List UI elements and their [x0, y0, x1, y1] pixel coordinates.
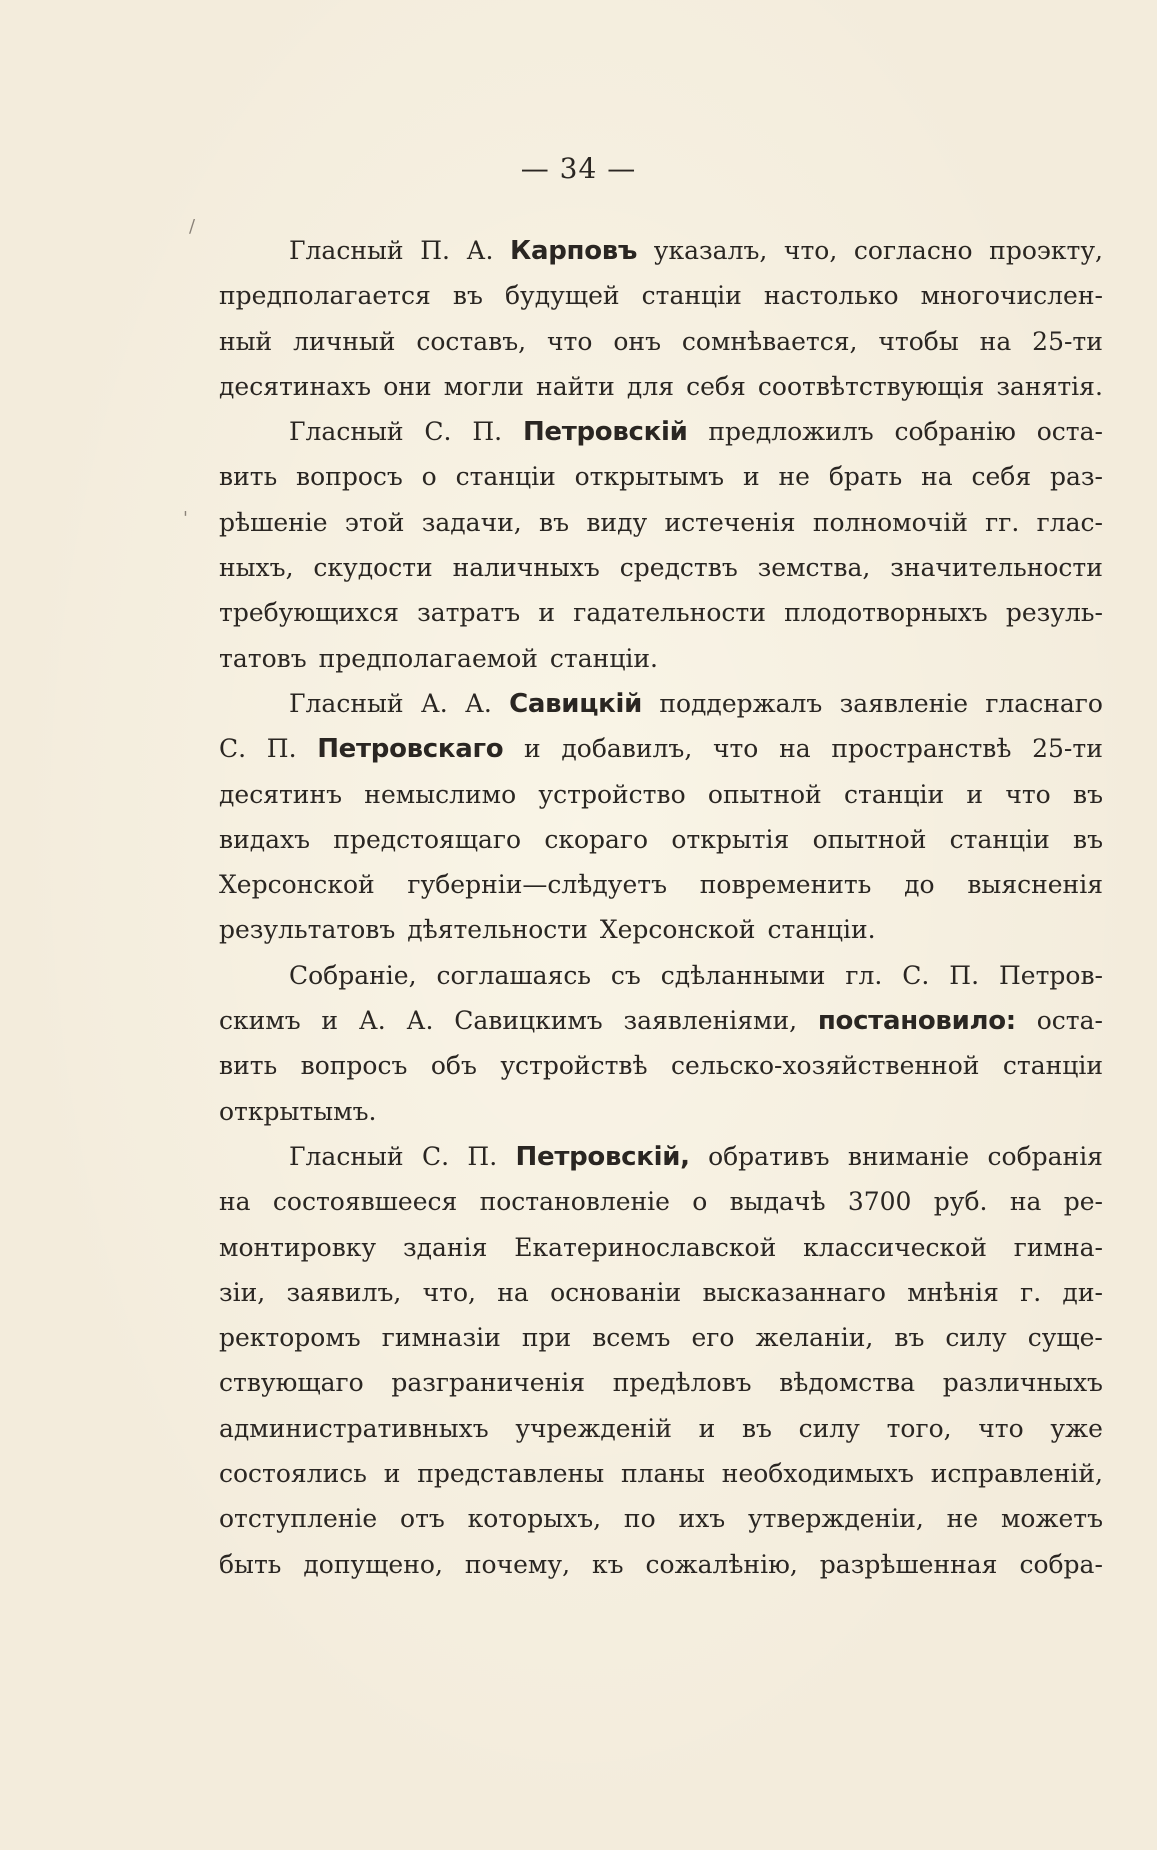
word: немыслимо: [364, 779, 517, 809]
word: настолько: [763, 281, 899, 311]
word: Савицкимъ: [454, 1006, 603, 1036]
word: отъ: [400, 1504, 445, 1534]
word: А.: [420, 688, 448, 718]
word: пространствѣ: [831, 734, 1012, 764]
word: этой: [344, 507, 405, 537]
word: представлены: [417, 1459, 605, 1489]
word: результатовъ: [219, 915, 396, 945]
word: повременить: [699, 870, 872, 900]
body-text: [219, 228, 1103, 1587]
word: согласно: [853, 236, 973, 265]
word: сдѣланными: [660, 960, 826, 990]
word: добавилъ,: [561, 734, 693, 764]
word: себя: [686, 371, 746, 401]
word: многочислен-: [920, 281, 1103, 311]
word: быть: [219, 1549, 282, 1579]
word: состоявшееся: [272, 1187, 458, 1217]
speaker-name: Петровскій: [522, 417, 688, 448]
word: губерніи—слѣдуетъ: [407, 870, 667, 900]
margin-mark: ': [183, 508, 188, 529]
word: сельско-хозяйственной: [671, 1051, 980, 1081]
word: выдачѣ: [729, 1187, 826, 1217]
word: 25-ти: [1032, 326, 1103, 356]
text-line: [219, 726, 1103, 771]
word: постановленіе: [479, 1187, 670, 1217]
word: затратъ: [417, 598, 521, 628]
word: А.: [358, 1006, 386, 1036]
word: полномочій: [812, 507, 968, 537]
word: скудости: [313, 553, 433, 583]
word: зіи,: [219, 1277, 266, 1307]
word: станціи: [641, 281, 742, 311]
word: С.: [902, 960, 930, 990]
text-line: [219, 1089, 1103, 1134]
word: вопросъ: [296, 462, 403, 492]
word: вниманіе: [847, 1141, 970, 1171]
word: станціи: [1002, 1051, 1103, 1081]
word: средствъ: [619, 553, 738, 583]
word: Собраніе,: [289, 960, 417, 990]
word: Херсонской: [219, 870, 375, 900]
word: заявленіями,: [623, 1006, 798, 1036]
word: необходимыхъ: [721, 1459, 914, 1489]
word: уже: [1050, 1413, 1103, 1443]
word: разрѣшенная: [819, 1549, 998, 1579]
word: виду: [586, 507, 648, 537]
word: къ: [592, 1549, 624, 1579]
word: по: [623, 1504, 656, 1534]
word: П.: [472, 417, 503, 447]
word: собра-: [1019, 1549, 1103, 1579]
word: открытымъ: [574, 462, 725, 492]
speaker-name: Петровскаго: [317, 734, 504, 765]
word: они: [383, 371, 432, 401]
word: того,: [886, 1413, 952, 1443]
word: оста-: [1036, 417, 1103, 447]
speaker-name: постановило:: [817, 1006, 1016, 1037]
word: требующихся: [219, 598, 399, 628]
text-line: [219, 228, 1103, 273]
word: гимна-: [1013, 1232, 1103, 1262]
word: почему,: [464, 1549, 571, 1579]
word: опытной: [707, 779, 822, 809]
word: открытымъ.: [219, 1096, 377, 1126]
word: и: [698, 1413, 716, 1443]
word: Екатеринославской: [514, 1232, 777, 1262]
word: раз-: [1050, 462, 1103, 492]
word: найти: [536, 371, 615, 401]
word: 25-ти: [1032, 734, 1103, 764]
word: С.: [421, 1141, 450, 1171]
word: ихъ: [678, 1504, 726, 1534]
word: ди-: [1062, 1277, 1103, 1307]
word: вить: [219, 462, 278, 492]
word: открытія: [671, 824, 790, 854]
word: онъ: [613, 326, 661, 356]
word: гг.: [985, 507, 1020, 537]
word: въ: [539, 507, 570, 537]
text-line: [219, 273, 1103, 318]
word: и: [321, 1006, 339, 1036]
word: что,: [783, 236, 838, 265]
text-line: [219, 1179, 1103, 1224]
text-line: [219, 364, 1103, 409]
word: С.: [424, 417, 452, 447]
text-line: [219, 1134, 1103, 1179]
word: значительности: [890, 553, 1103, 583]
text-line: [219, 817, 1103, 862]
word: чтобы: [878, 326, 959, 356]
word: собранія: [987, 1141, 1103, 1171]
word: всемъ: [592, 1323, 671, 1353]
word: наличныхъ: [452, 553, 600, 583]
word: станціи: [843, 779, 945, 809]
word: собранію: [894, 417, 1016, 447]
word: будущей: [504, 281, 620, 311]
text-line: [219, 681, 1103, 726]
word: А.: [464, 688, 492, 718]
word: на: [921, 462, 953, 492]
text-line: [219, 998, 1103, 1043]
word: заявилъ,: [286, 1277, 402, 1307]
word: станціи.: [767, 915, 876, 945]
word: въ: [452, 281, 483, 311]
word: соотвѣтствующія: [757, 371, 985, 401]
text-line: [219, 409, 1103, 454]
text-line: [219, 500, 1103, 545]
word: допущено,: [303, 1549, 443, 1579]
word: въ: [1073, 824, 1103, 854]
word: вить: [219, 1051, 278, 1081]
word: планы: [620, 1459, 705, 1489]
word: брать: [828, 462, 903, 492]
word: видахъ: [219, 824, 311, 854]
word: на: [979, 326, 1012, 356]
word: ректоромъ: [219, 1323, 361, 1353]
word: выясненія: [967, 870, 1103, 900]
word: Гласный: [289, 688, 404, 718]
word: десятинъ: [219, 779, 343, 809]
text-line: [219, 319, 1103, 364]
word: 3700: [847, 1187, 912, 1217]
word: станціи: [949, 824, 1050, 854]
word: А.: [406, 1006, 434, 1036]
word: суще-: [1027, 1323, 1103, 1353]
word: съ: [610, 960, 641, 990]
speaker-name: Карповъ: [510, 236, 638, 266]
text-line: [219, 953, 1103, 998]
word: объ: [430, 1051, 477, 1081]
text-line: [219, 545, 1103, 590]
word: что: [712, 734, 759, 764]
word: П.: [467, 1141, 498, 1171]
word: исправленій,: [930, 1459, 1103, 1489]
text-line: [219, 1451, 1103, 1496]
text-line: [219, 454, 1103, 499]
text-line: [219, 907, 1103, 952]
word: не: [778, 462, 810, 492]
word: высказаннаго: [702, 1277, 886, 1307]
word: и: [966, 779, 984, 809]
word: въ: [1073, 779, 1103, 809]
word: предложилъ: [708, 417, 874, 447]
word: руб.: [933, 1187, 988, 1217]
text-line: [219, 1406, 1103, 1451]
word: скимъ: [219, 1006, 301, 1036]
word: дѣятельности: [407, 915, 588, 945]
word: вѣдомства: [779, 1368, 916, 1398]
word: административныхъ: [219, 1413, 489, 1443]
word: г.: [1020, 1277, 1042, 1307]
page-number: — 34 —: [520, 152, 637, 185]
word: составъ,: [416, 326, 527, 356]
word: ный: [219, 326, 273, 356]
word: личный: [293, 326, 396, 356]
word: станціи.: [549, 643, 659, 673]
word: для: [626, 371, 674, 401]
word: заявленіе: [839, 688, 969, 718]
text-line: [219, 1496, 1103, 1541]
word: предѣловъ: [612, 1368, 752, 1398]
word: гл.: [845, 960, 883, 990]
word: Херсонской: [599, 915, 756, 945]
word: десятинахъ: [219, 371, 372, 401]
word: на: [779, 734, 811, 764]
word: сомнѣвается,: [681, 326, 858, 356]
word: состоялись: [219, 1459, 367, 1489]
word: П.: [949, 960, 980, 990]
word: при: [521, 1323, 572, 1353]
word: которыхъ,: [467, 1504, 602, 1534]
word: истеченія: [664, 507, 796, 537]
word: предстоящаго: [333, 824, 522, 854]
word: гадательности: [573, 598, 766, 628]
word: проэкту,: [989, 236, 1103, 265]
speaker-name: Петровскій,: [515, 1141, 690, 1172]
text-line: [219, 1315, 1103, 1360]
word: и: [742, 462, 760, 492]
word: П.: [266, 734, 297, 764]
word: себя: [971, 462, 1032, 492]
word: на: [219, 1187, 251, 1217]
word: не: [946, 1504, 979, 1534]
word: Гласный: [289, 1141, 404, 1171]
word: резуль-: [1005, 598, 1103, 628]
text-line: [219, 1043, 1103, 1088]
word: устройство: [538, 779, 686, 809]
word: Петров-: [998, 960, 1103, 990]
word: силу: [798, 1413, 860, 1443]
word: устройствѣ: [500, 1051, 648, 1081]
text-line: [219, 590, 1103, 635]
word: рѣшеніе: [219, 507, 328, 537]
word: можетъ: [1000, 1504, 1103, 1534]
word: въ: [894, 1323, 925, 1353]
word: зданія: [403, 1232, 488, 1262]
word: отступленіе: [219, 1504, 378, 1534]
word: о: [692, 1187, 708, 1217]
word: станціи: [455, 462, 556, 492]
text-line: [219, 1542, 1103, 1587]
word: ныхъ,: [219, 553, 294, 583]
word: соглашаясь: [436, 960, 591, 990]
text-line: [219, 1225, 1103, 1270]
word: классической: [803, 1232, 987, 1262]
word: поддержалъ: [659, 688, 823, 718]
word: скораго: [544, 824, 649, 854]
margin-mark: /: [189, 216, 196, 237]
word: и: [538, 598, 556, 628]
word: основаніи: [550, 1277, 682, 1307]
word: силу: [945, 1323, 1007, 1353]
word: Гласный: [289, 236, 404, 265]
word: А.: [466, 236, 494, 265]
word: утвержденіи,: [747, 1504, 924, 1534]
word: занятія.: [996, 371, 1103, 401]
word: обративъ: [708, 1141, 830, 1171]
word: задачи,: [421, 507, 522, 537]
word: учрежденій: [515, 1413, 672, 1443]
word: до: [904, 870, 935, 900]
word: гимназіи: [381, 1323, 501, 1353]
word: на: [1009, 1187, 1042, 1217]
text-line: [219, 1360, 1103, 1405]
word: его: [691, 1323, 735, 1353]
text-line: [219, 862, 1103, 907]
word: ре-: [1063, 1187, 1103, 1217]
word: вопросъ: [300, 1051, 408, 1081]
word: мнѣнія: [907, 1277, 999, 1307]
word: глас-: [1036, 507, 1103, 537]
word: что,: [422, 1277, 476, 1307]
word: гласнаго: [985, 688, 1103, 718]
word: С.: [219, 734, 247, 764]
word: и: [524, 734, 541, 764]
word: что: [1005, 779, 1051, 809]
word: земства,: [757, 553, 871, 583]
word: предполагаемой: [318, 643, 538, 673]
word: ствующаго: [219, 1368, 364, 1398]
word: на: [497, 1277, 529, 1307]
word: различныхъ: [942, 1368, 1103, 1398]
word: татовъ: [219, 643, 307, 673]
word: плодотворныхъ: [784, 598, 988, 628]
speaker-name: Савицкій: [509, 688, 643, 719]
word: предполагается: [219, 281, 431, 311]
word: что: [547, 326, 593, 356]
word: что: [978, 1413, 1024, 1443]
word: могли: [443, 371, 524, 401]
word: о: [421, 462, 437, 492]
word: въ: [741, 1413, 772, 1443]
word: монтировку: [219, 1232, 377, 1262]
word: разграниченія: [391, 1368, 586, 1398]
word: опытной: [812, 824, 927, 854]
word: и: [383, 1459, 401, 1489]
text-line: [219, 1270, 1103, 1315]
word: Гласный: [289, 417, 404, 447]
word: желаніи,: [755, 1323, 874, 1353]
word: П.: [420, 236, 450, 265]
text-line: [219, 772, 1103, 817]
text-line: [219, 636, 1103, 681]
word: сожалѣнію,: [645, 1549, 798, 1579]
word: оста-: [1036, 1006, 1103, 1036]
word: указалъ,: [653, 236, 768, 265]
